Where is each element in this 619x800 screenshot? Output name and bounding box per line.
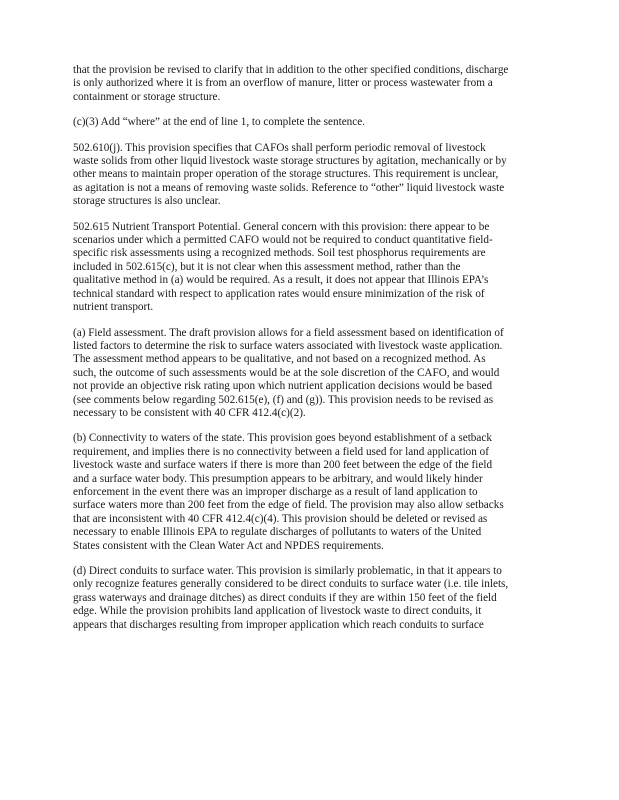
text-line: specific risk assessments using a recognized methods. Soil test phosphorus requirements are [73,247,486,260]
text-line: requirement, and implies there is no connectivity between a field used for land application of [73,445,489,458]
text-line: necessary to be consistent with 40 CFR 412.4(c)(2). [73,406,306,419]
text-line: 502.610(j). This provision specifies that CAFOs shall perform periodic removal of livestock [73,141,486,154]
text-line: (b) Connectivity to waters of the state. This provision goes beyond establishment of a setback [73,432,492,445]
paragraph [73,142,551,209]
text-line: that are inconsistent with 40 CFR 412.4(c)(4). This provision should be deleted or revised as [73,512,488,525]
text-line: (see comments below regarding 502.615(e), (f) and (g)). This provision needs to be revised as [73,393,494,406]
text-line: is only authorized where it is from an overflow of manure, litter or process wastewater from a [73,77,493,90]
text-line: surface waters more than 200 feet from the edge of field. The provision may also allow setbacks [73,499,504,512]
text-line: nutrient transport. [73,301,154,314]
text-line: technical standard with respect to application rates would ensure minimization of the risk of [73,287,485,300]
text-line: grass waterways and drainage ditches) as direct conduits if they are within 150 feet of the field [73,591,497,604]
text-line: (d) Direct conduits to surface water. This provision is similarly problematic, in that it appears to [73,565,502,577]
text-line: storage structures is also unclear. [73,195,221,208]
text-line: (c)(3) Add “where” at the end of line 1, to complete the sentence. [73,116,365,129]
paragraph [73,221,551,315]
text-line: (a) Field assessment. The draft provision allows for a field assessment based on identification of [73,326,504,339]
document-body [73,64,551,644]
text-line: such, the outcome of such assessments would be at the sole discretion of the CAFO, and would [73,366,500,379]
paragraph [73,565,551,632]
text-line: States consistent with the Clean Water Act and NPDES requirements. [73,539,384,552]
text-line: other means to maintain proper operation of the storage structures. This requirement is unclear, [73,168,499,181]
text-line: scenarios under which a permitted CAFO would not be required to conduct quantitative field- [73,234,493,247]
text-line: included in 502.615(c), but it is not clear when this assessment method, rather than the [73,260,461,273]
text-line: listed factors to determine the risk to surface waters associated with livestock waste application. [73,339,503,352]
text-line: necessary to enable Illinois EPA to regulate discharges of pollutants to waters of the United [73,526,482,539]
text-line: containment or storage structure. [73,90,221,103]
text-line: livestock waste and surface waters if there is more than 200 feet between the edge of the field [73,459,493,472]
paragraph [73,327,551,421]
text-line: as agitation is not a means of removing waste solids. Reference to “other” liquid livestock waste [73,181,505,194]
text-line: waste solids from other liquid livestock waste storage structures by agitation, mechanically or by [73,155,507,168]
paragraph [73,116,551,129]
text-line: and a surface water body. This presumption appears to be arbitrary, and would likely hinder [73,472,483,485]
text-line: not provide an objective risk rating upon which nutrient application decisions would be based [73,380,493,393]
text-line: only recognize features generally considered to be direct conduits to surface water (i.e. tile inlets, [73,578,509,591]
text-line: The assessment method appears to be qualitative, and not based on a recognized method. As [73,353,486,366]
text-line: 502.615 Nutrient Transport Potential. General concern with this provision: there appear to be [73,220,490,233]
text-line: appears that discharges resulting from improper application which reach conduits to surface [73,618,484,631]
text-line: edge. While the provision prohibits land application of livestock waste to direct conduits, it [73,605,482,618]
text-line: enforcement in the event there was an improper discharge as a result of land application to [73,485,478,498]
text-line: that the provision be revised to clarify that in addition to the other specified conditions, discharge [73,64,509,76]
paragraph [73,432,551,553]
text-line: qualitative method in (a) would be required. As a result, it does not appear that Illinois EPA’s [73,274,489,287]
paragraph [73,64,551,104]
